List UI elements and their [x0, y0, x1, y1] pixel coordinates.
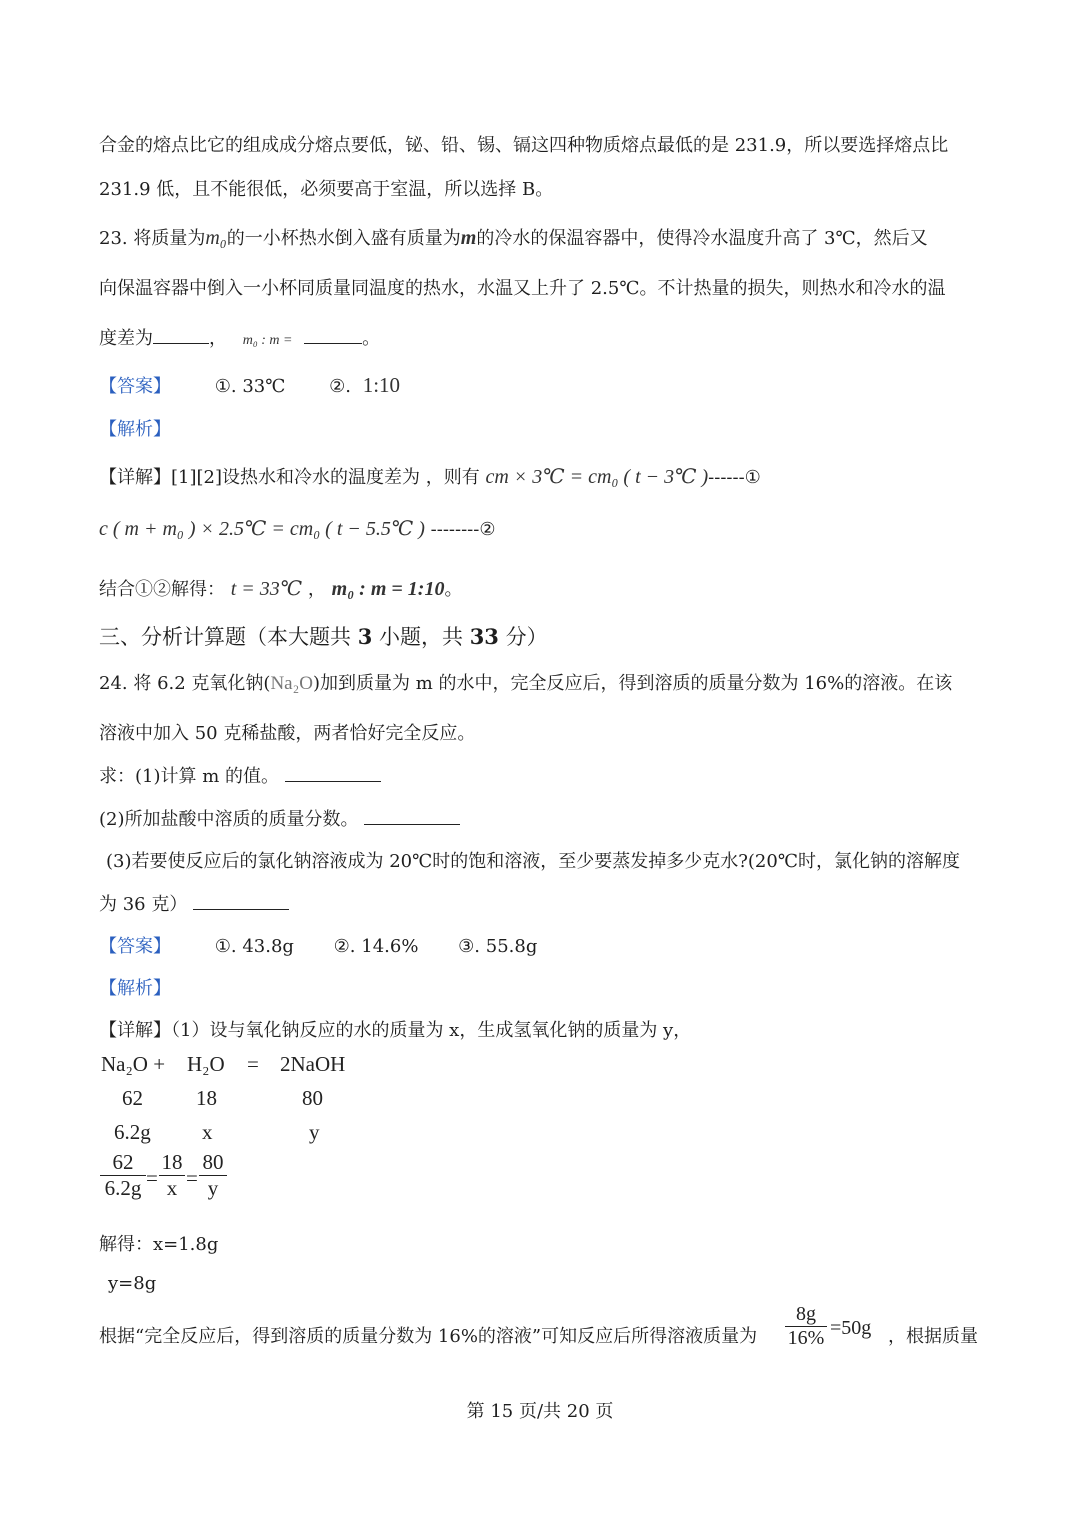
section-3-text-a: 三、分析计算题（本大题共 [99, 625, 351, 649]
section-3-points: 33 [469, 624, 499, 649]
fraction-2-den: x [159, 1175, 185, 1201]
q24-blank-2[interactable] [364, 806, 460, 825]
q24-answer-1: ①. 43.8g [214, 936, 294, 957]
q23-combine-a: 结合①②解得： [99, 579, 225, 600]
fraction-1-den: 6.2g [100, 1175, 146, 1201]
q24-sub-3-line-2-text: 为 36 克） [99, 894, 188, 915]
q24-last-fraction [785, 1303, 827, 1350]
q23-answer [99, 372, 400, 398]
q24-line-2: 溶液中加入 50 克稀盐酸，两者恰好完全反应。 [99, 723, 476, 744]
q24-line-1-b: )加到质量为 m 的水中，完全反应后，得到溶质的质量分数为 16%的溶液。在该 [312, 673, 953, 694]
q24-last-b: ，根据质量 [888, 1326, 978, 1347]
fraction-1 [100, 1150, 146, 1201]
q24-line-1-a: 24. 将 6.2 克氧化钠( [99, 673, 271, 694]
q23-combine-ratio: m₀ : m = 1:10 [331, 578, 445, 600]
q23-answer-tag: 【答案】 [99, 376, 171, 397]
q24-blank-3[interactable] [193, 891, 289, 910]
q23-m0: m₀ [205, 227, 227, 249]
q23-combine-c: 。 [444, 579, 463, 600]
section-3-text-b: 小题，共 [379, 625, 463, 649]
q24-sub-3-line-1: (3)若要使反应后的氯化钠溶液成为 20℃时的饱和溶液，至少要蒸发掉多少克水?(20℃时，氯化钠的溶解度 [106, 851, 960, 872]
q23-line-1-c: 的冷水的保温容器中，使得冷水温度升高了 3℃，然后又 [476, 228, 928, 249]
q23-answer-2-prefix: ②. [329, 376, 351, 397]
q23-line-3-b: ， [209, 328, 227, 349]
q23-combine-b: ， [307, 579, 326, 600]
eq-given-2: x [202, 1120, 213, 1144]
q24-sub-1-text: 求：(1)计算 m 的值。 [99, 766, 280, 787]
q23-combine [99, 575, 462, 601]
q24-formula: Na₂O [270, 673, 313, 694]
eq-reactant-2: H₂O [187, 1052, 225, 1076]
eq-mass-3: 80 [302, 1086, 323, 1110]
q24-answer-3: ③. 55.8g [458, 936, 538, 957]
fraction-2 [159, 1150, 185, 1201]
q23-answer-2: 1:10 [362, 373, 401, 397]
q23-m: m [460, 227, 477, 249]
q24-solve-y: y=8g [108, 1273, 157, 1294]
q23-line-3-a: 度差为 [99, 328, 153, 349]
page-footer: 第 15 页/共 20 页 [466, 1401, 614, 1422]
q24-blank-1[interactable] [285, 763, 381, 782]
section-3-question-count: 3 [357, 624, 373, 649]
q23-line-2: 向保温容器中倒入一小杯同质量同温度的热水，水温又上升了 2.5℃。不计热量的损失，则热水和冷水的温 [99, 278, 946, 299]
eq-given-3: y [309, 1120, 320, 1144]
eq-mass-1: 62 [122, 1086, 143, 1110]
q23-eq-2: c ( m + m₀ ) × 2.5℃ = cm₀ ( t − 5.5℃ ) [99, 518, 425, 540]
q23-eq-2-line [99, 516, 495, 541]
eq-reactant-1: Na₂O + [101, 1052, 166, 1076]
q23-line-3-c: 。 [362, 328, 381, 349]
q23-line-3 [99, 324, 380, 350]
q23-answer-1: ①. 33℃ [214, 376, 286, 397]
q23-eq-2-mark: --------② [430, 519, 496, 540]
q24-last-a: 根据“完全反应后，得到溶质的质量分数为 16%的溶液”可知反应后所得溶液质量为 [99, 1326, 758, 1347]
q23-detail-text: [1][2]设热水和冷水的温度差为 ，则有 [171, 467, 480, 488]
q24-detail-text: （1）设与氧化钠反应的水的质量为 x，生成氢氧化钠的质量为 y， [171, 1020, 692, 1041]
q23-line-1 [99, 224, 928, 250]
fraction-2-num: 18 [161, 1150, 183, 1174]
q23-line-1-a: 23. 将质量为 [99, 228, 206, 249]
q23-eq-1-mark: ------① [708, 467, 761, 488]
q24-last-line [99, 1322, 757, 1348]
q24-last-eq: =50g [830, 1317, 872, 1339]
section-3-heading [99, 621, 548, 651]
q23-line-1-b: 的一小杯热水倒入盛有质量为 [226, 228, 461, 249]
q24-answer-2: ②. 14.6% [333, 936, 419, 957]
q23-blank-1[interactable] [153, 325, 209, 344]
eq-equals: = [247, 1052, 259, 1076]
q23-ratio-label: m₀ : m = [242, 333, 293, 348]
fraction-3-num: 80 [202, 1150, 224, 1174]
q24-solve-x: 解得：x=1.8g [99, 1234, 219, 1255]
q24-last-frac-num: 8g [796, 1303, 816, 1325]
eq-mass-2: 18 [196, 1086, 217, 1110]
q23-combine-t: t = 33℃ [230, 578, 303, 600]
q24-sub-1 [99, 762, 381, 788]
q23-detail-tag: 【详解】 [99, 467, 171, 488]
q24-line-1 [99, 669, 952, 695]
q24-answer [99, 932, 537, 958]
intro-line-2: 231.9 低，且不能很低，必须要高于室温，所以选择 B。 [99, 179, 554, 200]
q24-sub-2-text: (2)所加盐酸中溶质的质量分数。 [99, 809, 359, 830]
q23-blank-2[interactable] [304, 325, 362, 344]
fraction-eq-1: = [146, 1166, 158, 1190]
q24-answer-tag: 【答案】 [99, 936, 171, 957]
eq-given-1: 6.2g [114, 1120, 151, 1144]
fraction-3-den: y [199, 1175, 227, 1201]
q23-analysis-tag: 【解析】 [99, 419, 171, 440]
eq-product: 2NaOH [280, 1052, 346, 1076]
fraction-1-num: 62 [112, 1150, 134, 1174]
q23-detail [99, 463, 761, 489]
fraction-eq-2: = [186, 1166, 198, 1190]
q24-detail [99, 1016, 691, 1042]
intro-line-1: 合金的熔点比它的组成成分熔点要低，铋、铅、锡、镉这四种物质熔点最低的是 231.9，所以要选择熔点比 [99, 135, 949, 156]
section-3-text-c: 分） [505, 625, 548, 649]
q24-analysis-tag: 【解析】 [99, 978, 171, 999]
q23-eq-1: cm × 3℃ = cm₀ ( t − 3℃ ) [485, 466, 709, 488]
q24-last-frac-den: 16% [785, 1326, 827, 1350]
q24-detail-tag: 【详解】 [99, 1020, 171, 1041]
q24-sub-3-line-2 [99, 890, 289, 916]
fraction-3 [199, 1150, 227, 1201]
q24-sub-2 [99, 805, 460, 831]
